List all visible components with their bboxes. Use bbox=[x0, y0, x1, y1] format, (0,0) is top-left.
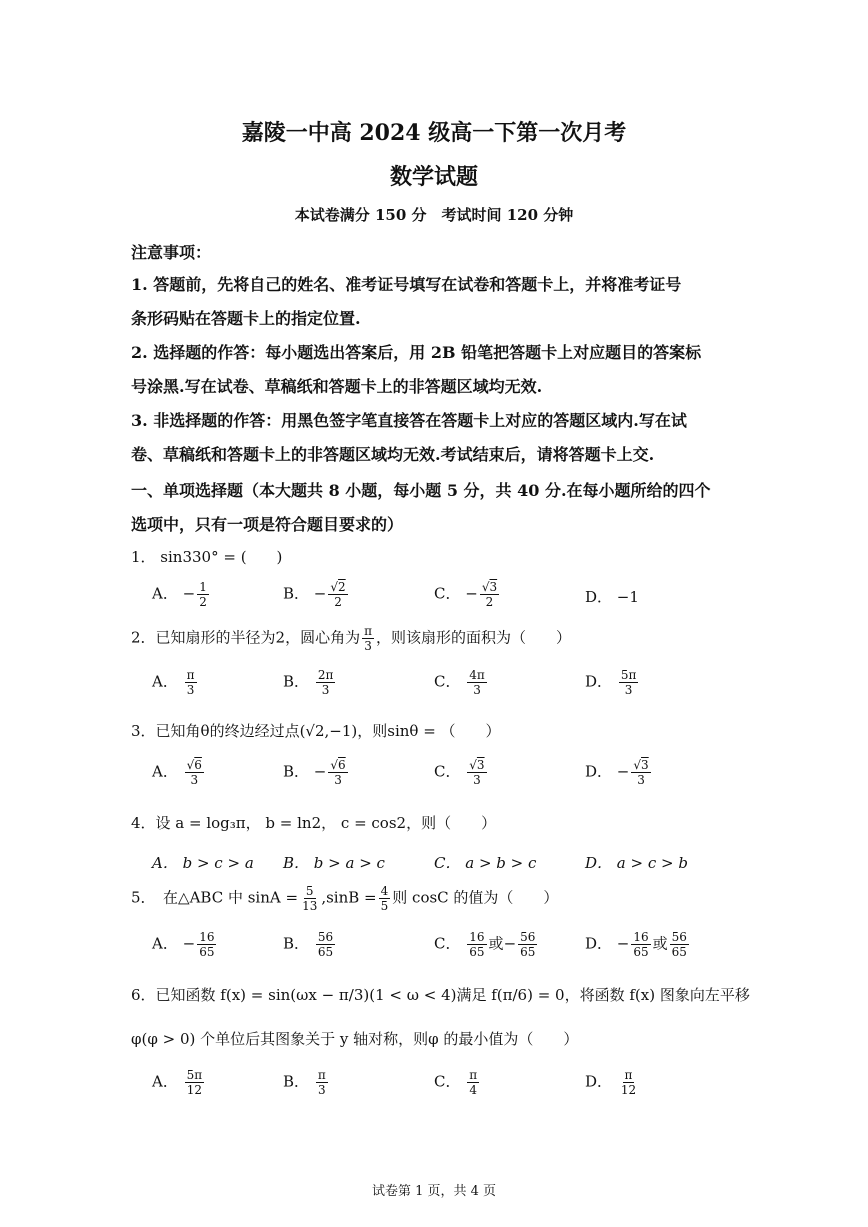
q2-option-c: C． $\frac{4\pi}{3}$ bbox=[434, 668, 485, 697]
q4-option-b: B． b > a > c bbox=[283, 854, 385, 872]
q5-option-c: C． $\frac{16}{65}$ 或− $\frac{56}{65}$ bbox=[434, 930, 536, 959]
q3-option-d: D． − $\frac{√3}{3}$ bbox=[585, 758, 649, 787]
q3-option-b: B． − $\frac{√6}{3}$ bbox=[283, 758, 346, 787]
q3-stem: 3．已知角θ的终边经过点(√2,−1)，则sinθ = （ ） bbox=[131, 722, 501, 740]
q2-option-d: D． $\frac{5\pi}{3}$ bbox=[585, 668, 637, 697]
q4-option-a: A． b > c > a bbox=[152, 854, 254, 872]
subject-title: 数学试题 bbox=[389, 164, 478, 190]
notes-heading: 注意事项： bbox=[131, 243, 212, 262]
note-2-line-2: 号涂黑.写在试卷、草稿纸和答题卡上的非答题区域均无效. bbox=[131, 377, 543, 396]
note-1-line-2: 条形码贴在答题卡上的指定位置. bbox=[131, 309, 361, 328]
note-3-line-1: 3. 非选择题的作答：用黑色签字笔直接答在答题卡上对应的答题区域内.写在试 bbox=[131, 411, 687, 430]
exam-info: 本试卷满分 150 分 考试时间 120 分钟 bbox=[294, 206, 574, 224]
q5-option-d: D． − $\frac{16}{65}$ 或 $\frac{56}{65}$ bbox=[585, 930, 687, 959]
q4-option-d: D． a > c > b bbox=[585, 854, 688, 872]
q4-stem: 4．设 a = log₃π， b = ln2， c = cos2，则（ ） bbox=[131, 814, 497, 832]
q2-option-b: B． $\frac{2\pi}{3}$ bbox=[283, 668, 334, 697]
q1-option-d: D． −1 bbox=[585, 588, 639, 606]
q5-option-b: B． $\frac{56}{65}$ bbox=[283, 930, 334, 959]
q1-option-a: A． − $\frac{1}{2}$ bbox=[152, 580, 207, 609]
page-footer: 试卷第 1 页，共 4 页 bbox=[371, 1184, 497, 1199]
q6-option-a: A． $\frac{5\pi}{12}$ bbox=[152, 1068, 203, 1097]
q1-option-b: B． − $\frac{√2}{2}$ bbox=[283, 580, 346, 609]
q6-stem-line-1: 6．已知函数 f(x) = sin(ωx − π/3)(1 < ω < 4)满足 f(π/6) = 0，将函数 f(x) 图象向左平移 bbox=[131, 986, 750, 1004]
q5-option-a: A． − $\frac{16}{65}$ bbox=[152, 930, 215, 959]
note-2-line-1: 2. 选择题的作答：每小题选出答案后，用 2B 铅笔把答题卡上对应题目的答案标 bbox=[131, 343, 702, 362]
q2-stem: 2．已知扇形的半径为2，圆心角为 $\frac{\pi}{3}$ ，则该扇形的面积为（ ） bbox=[131, 624, 571, 653]
q6-stem-line-2: φ(φ > 0) 个单位后其图象关于 y 轴对称，则φ 的最小值为（ ） bbox=[131, 1030, 579, 1048]
q6-option-d: D． $\frac{\pi}{12}$ bbox=[585, 1068, 637, 1097]
q3-option-c: C． $\frac{√3}{3}$ bbox=[434, 758, 485, 787]
q3-option-a: A． $\frac{√6}{3}$ bbox=[152, 758, 202, 787]
q6-option-c: C． $\frac{\pi}{4}$ bbox=[434, 1068, 478, 1097]
q4-option-c: C． a > b > c bbox=[434, 854, 537, 872]
q1-option-c: C． − $\frac{√3}{2}$ bbox=[434, 580, 498, 609]
section-1-line-2: 选项中，只有一项是符合题目要求的） bbox=[131, 515, 404, 534]
q1-stem: 1． sin330° = ( ) bbox=[131, 548, 283, 566]
note-1-line-1: 1. 答题前，先将自己的姓名、准考证号填写在试卷和答题卡上，并将准考证号 bbox=[131, 275, 682, 294]
section-1-line-1: 一、单项选择题（本大题共 8 小题，每小题 5 分，共 40 分.在每小题所给的四个 bbox=[131, 481, 711, 500]
q6-option-b: B． $\frac{\pi}{3}$ bbox=[283, 1068, 326, 1097]
q5-stem: 5． 在△ABC 中 sinA = $\frac{5}{13}$ ,sinB = $\frac{4}{5}$ 则 cosC 的值为（ ） bbox=[131, 884, 559, 913]
exam-title: 嘉陵一中高 2024 级高一下第一次月考 bbox=[241, 120, 627, 146]
note-3-line-2: 卷、草稿纸和答题卡上的非答题区域均无效.考试结束后，请将答题卡上交. bbox=[131, 445, 655, 464]
q2-option-a: A． $\frac{\pi}{3}$ bbox=[152, 668, 195, 697]
